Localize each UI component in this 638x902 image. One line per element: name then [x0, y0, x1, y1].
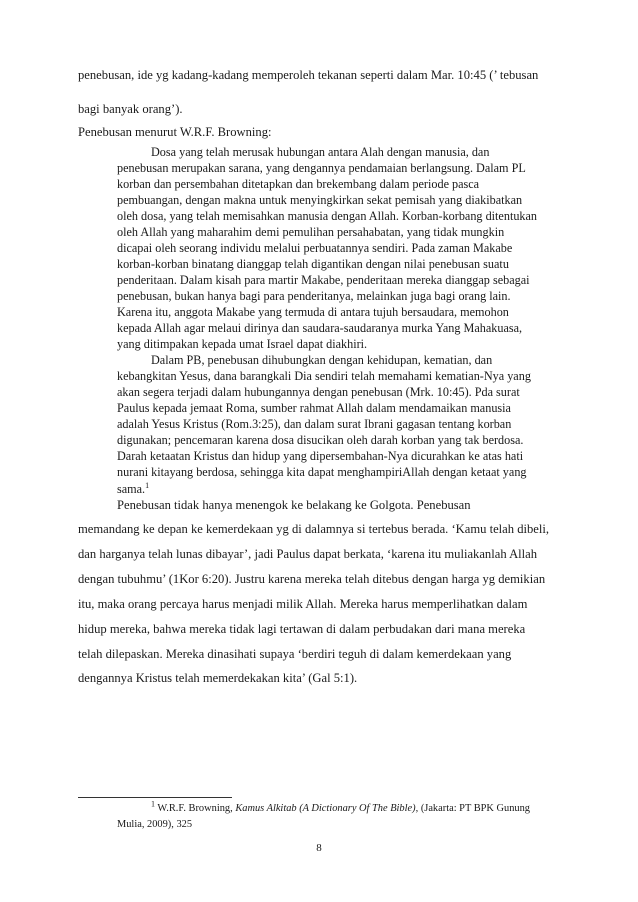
- body-line: itu, maka orang percaya harus menjadi milik Allah. Mereka harus memperlihatkan dalam: [78, 597, 528, 611]
- footnote-title: Kamus Alkitab (A Dictionary Of The Bible),: [235, 803, 419, 814]
- quote-line: penebusan, bukan hanya bagi para penderitanya, melainkan juga bagi orang lain.: [117, 289, 511, 303]
- page-number: 8: [316, 842, 322, 854]
- quote-line: Karena itu, anggota Makabe yang termuda di antara tujuh bersaudara, memohon: [117, 305, 509, 319]
- body-line: bagi banyak orang’).: [78, 102, 183, 116]
- body-line: telah dilepaskan. Mereka dinasihati supaya ‘berdiri teguh di dalam kemerdekaan yang: [78, 647, 512, 661]
- body-line: memandang ke depan ke kemerdekaan yg di dalamnya si tertebus berada. ‘Kamu telah dibeli,: [78, 522, 550, 536]
- footnote-marker: 1: [151, 799, 155, 809]
- footnote-author: W.R.F. Browning,: [157, 803, 233, 814]
- quote-line: Darah ketaatan Kristus dan hidup yang dipersembahan-Nya dicurahkan ke atas hati: [117, 449, 524, 463]
- body-line: dan harganya telah lunas dibayar’, jadi Paulus dapat berkata, ‘karena itu muliakanlah Allah: [78, 547, 538, 561]
- body-line: Penebusan tidak hanya menengok ke belakang ke Golgota. Penebusan: [117, 498, 471, 512]
- footnote-divider: [78, 797, 232, 798]
- body-line: dengan tubuhmu’ (1Kor 6:20). Justru karena mereka telah ditebus dengan harga yg demikian: [78, 572, 546, 586]
- quote-line: korban-korban binatang dianggap telah digantikan dengan nilai penebusan suatu: [117, 257, 509, 271]
- quote-line-text: sama.: [117, 482, 146, 496]
- body-line: dengannya Kristus telah memerdekakan kita’ (Gal 5:1).: [78, 671, 358, 685]
- quote-line: korban dan persembahan ditetapkan dan brekembang dalam periode pasca: [117, 177, 480, 191]
- quote-line: Paulus kepada jemaat Roma, sumber rahmat Allah dalam mendamaikan manusia: [117, 401, 511, 415]
- quote-line: penebusan merupakan sarana, yang dengannya pendamaian berlangsung. Dalam PL: [117, 161, 526, 175]
- quote-line: kepada Allah agar melaui dirinya dan saudara-saudaranya murka Yang Mahakuasa,: [117, 321, 523, 335]
- footnote-reference[interactable]: 1: [145, 480, 150, 490]
- quote-line: Dosa yang telah merusak hubungan antara Alah dengan manusia, dan: [151, 145, 490, 159]
- quote-line: digunakan; pencemaran karena dosa disucikan oleh darah korban yang tak berdosa.: [117, 433, 524, 447]
- quote-line: dicapai oleh seorang individu melalui perbuatannya sendiri. Pada zaman Makabe: [117, 241, 513, 255]
- body-line: Penebusan menurut W.R.F. Browning:: [78, 125, 272, 139]
- quote-line: oleh Allah yang maharahim demi pemulihan persahabatan, yang tidak mungkin: [117, 225, 505, 239]
- quote-line: akan segera terjadi dalam hubungannya dengan penebusan (Mrk. 10:45). Pda surat: [117, 385, 520, 399]
- quote-line: yang ditimpakan kepada umat Israel dapat diakhiri.: [117, 337, 368, 351]
- quote-line: kebangkitan Yesus, dana barangkali Dia sendiri telah memahami kematian-Nya yang: [117, 369, 531, 383]
- quote-line: Dalam PB, penebusan dihubungkan dengan kehidupan, kematian, dan: [151, 353, 493, 367]
- quote-line: pembuangan, dengan makna untuk menyingkirkan sekat pemisah yang diakibatkan: [117, 193, 523, 207]
- quote-line: nurani kitayang berdosa, sehingga kita dapat menghampiriAllah dengan ketaat yang: [117, 465, 527, 479]
- quote-line: adalah Yesus Kristus (Rom.3:25), dan dalam surat Ibrani gagasan tentang korban: [117, 417, 512, 431]
- quote-line: oleh dosa, yang telah memisahkan manusia dengan Allah. Korban-korbang ditentukan: [117, 209, 538, 223]
- footnote-publisher: (Jakarta: PT BPK Gunung: [420, 803, 531, 814]
- quote-line: penderitaan. Dalam kisah para martir Makabe, penderitaan mereka dianggap sebagai: [117, 273, 530, 287]
- body-line: hidup mereka, bahwa mereka tidak lagi tertawan di dalam perbudakan dari mana mereka: [78, 622, 526, 636]
- footnote-line2: Mulia, 2009), 325: [117, 819, 193, 830]
- body-line: penebusan, ide yg kadang-kadang memperoleh tekanan seperti dalam Mar. 10:45 (’ tebusan: [78, 68, 539, 82]
- quote-line: [117, 481, 149, 497]
- footnote: [151, 799, 531, 816]
